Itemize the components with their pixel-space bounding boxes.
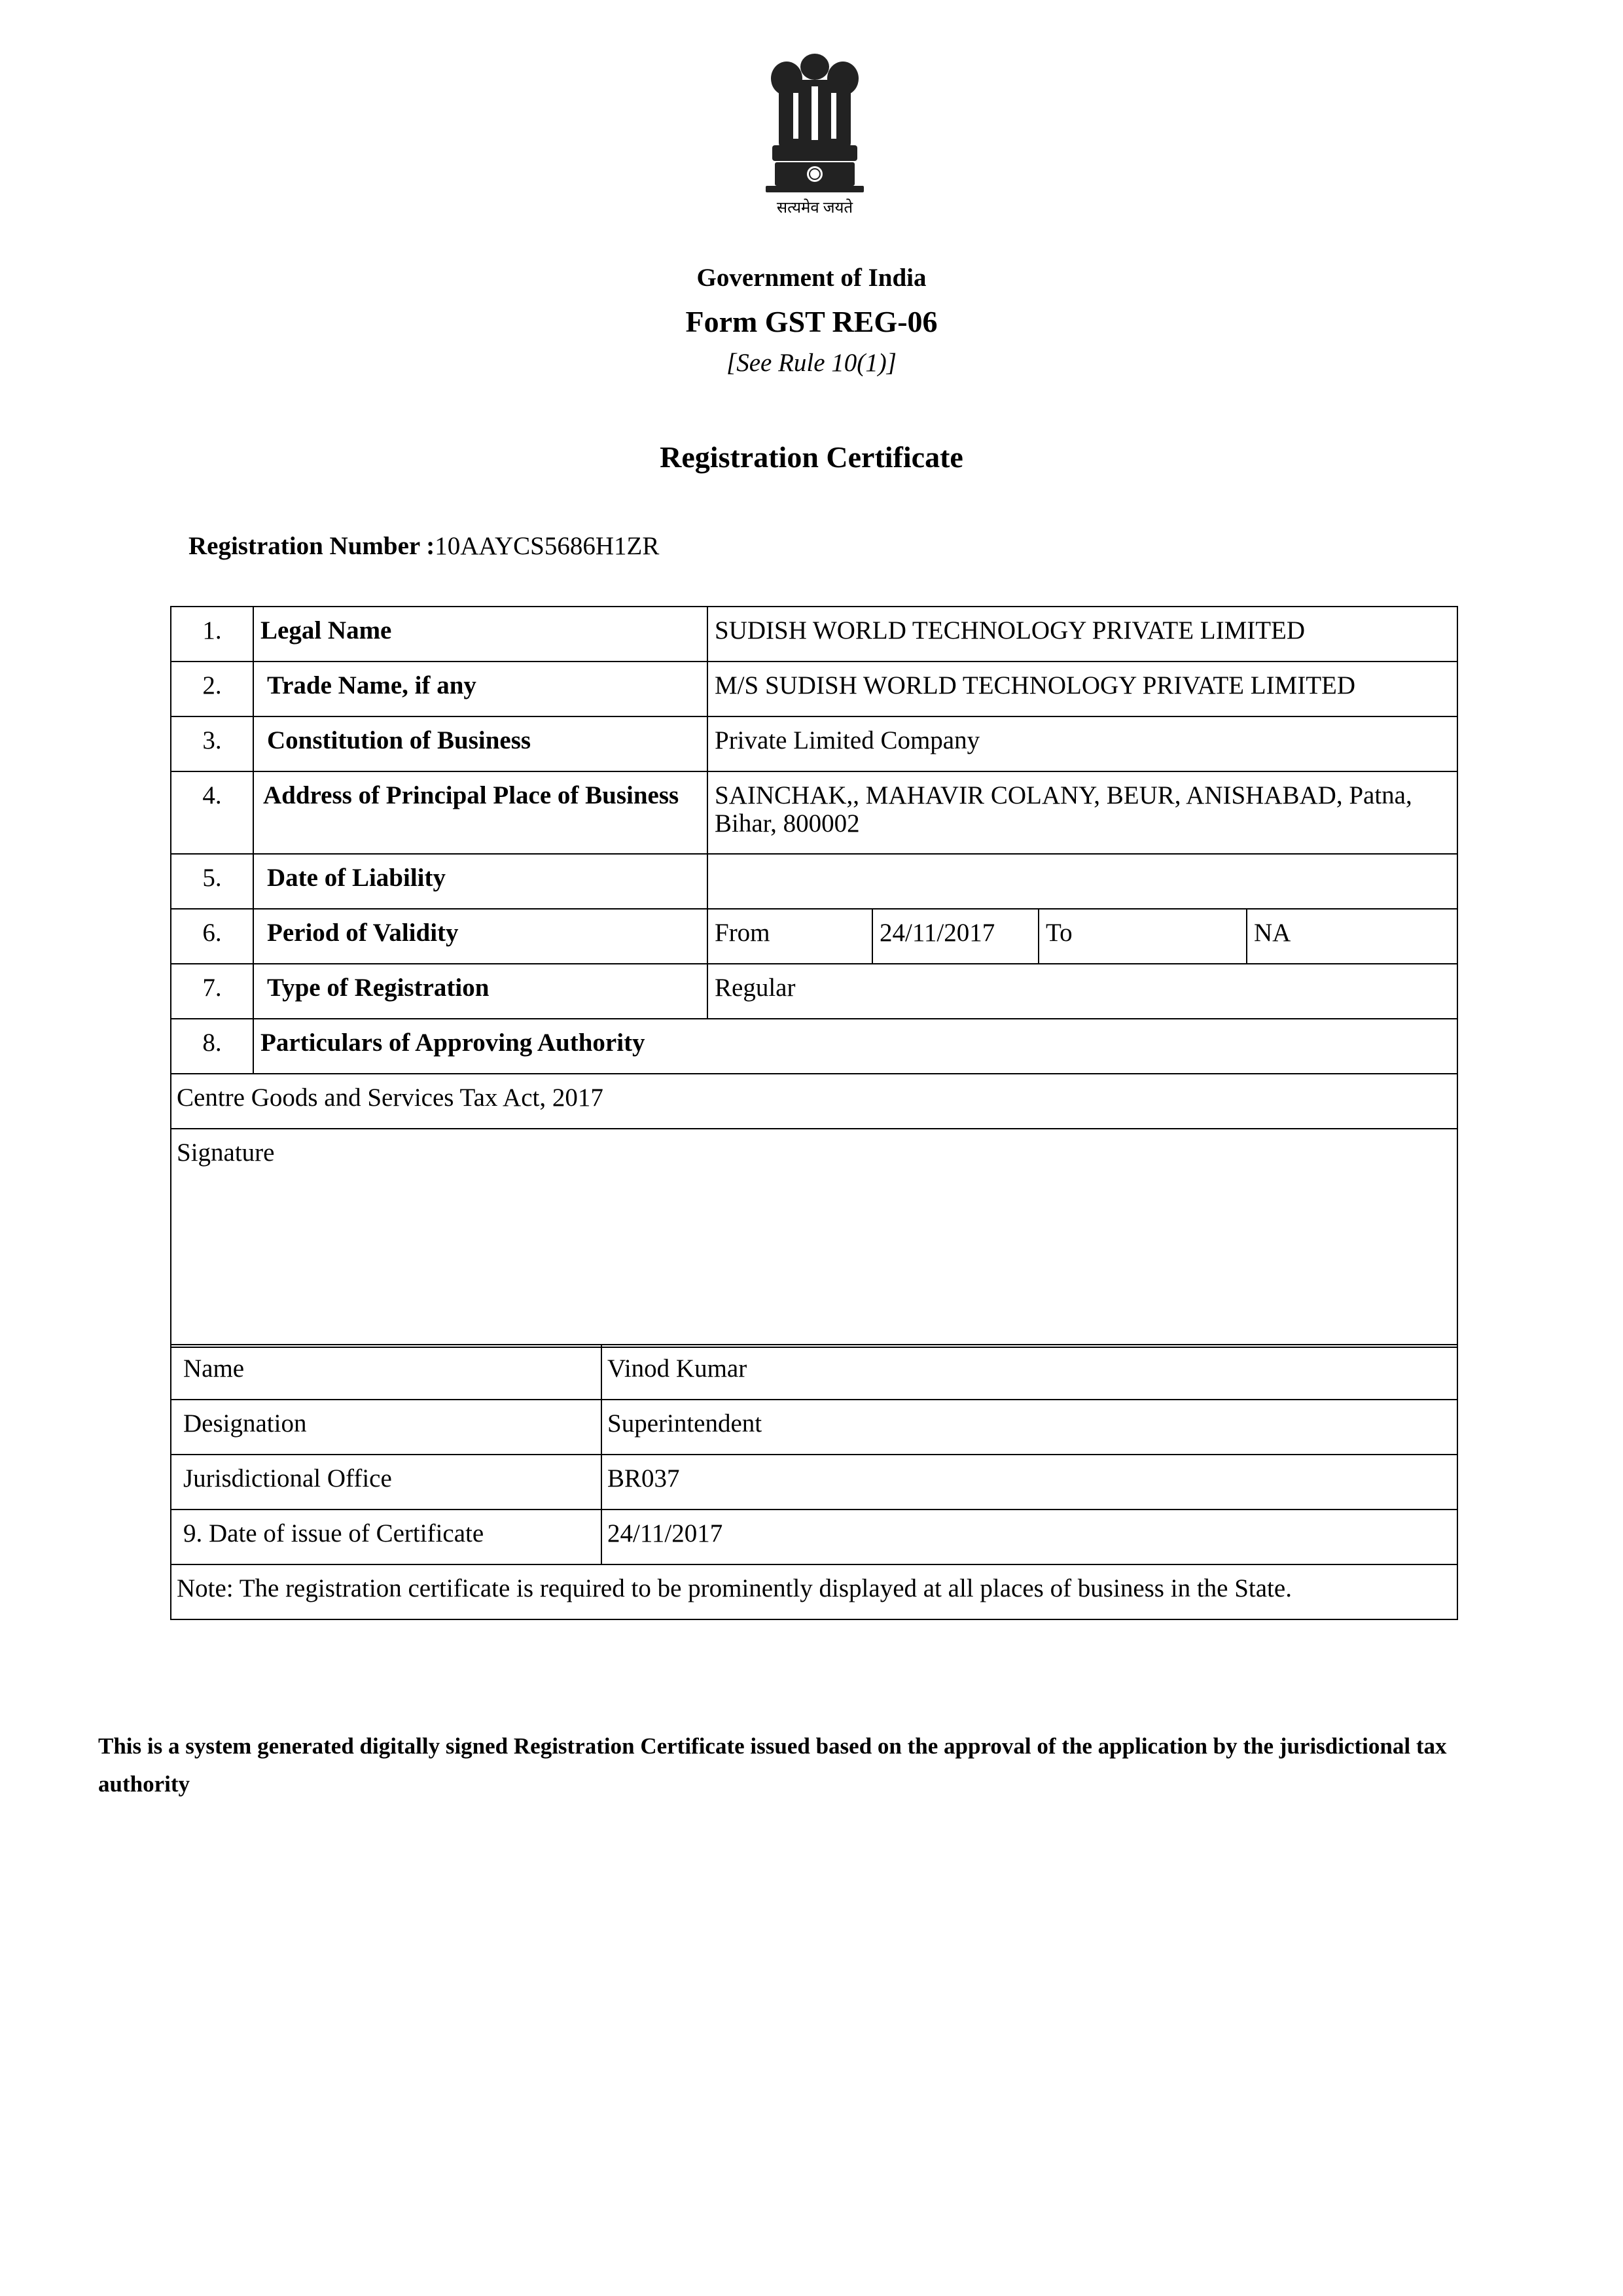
issue-date-label: 9. Date of issue of Certificate <box>171 1510 601 1564</box>
validity-to-value: NA <box>1247 909 1457 964</box>
registration-type-value: Regular <box>707 964 1457 1019</box>
validity-from-label: From <box>707 909 872 964</box>
table-row <box>171 1074 1457 1129</box>
table-row <box>171 964 1457 1019</box>
authority-name-value: Vinod Kumar <box>601 1345 1457 1400</box>
address-value: SAINCHAK,, MAHAVIR COLANY, BEUR, ANISHABAD, Patna, Bihar, 800002 <box>707 771 1457 854</box>
approving-authority-label: Particulars of Approving Authority <box>253 1019 1457 1074</box>
address-label: Address of Principal Place of Business <box>253 771 707 854</box>
row-number: 4. <box>171 771 253 854</box>
validity-label: Period of Validity <box>253 909 707 964</box>
designation-label: Designation <box>171 1400 601 1455</box>
row-number: 5. <box>171 854 253 909</box>
authority-table <box>170 1344 1458 1620</box>
registration-number-label: Registration Number : <box>188 532 435 560</box>
act-text: Centre Goods and Services Tax Act, 2017 <box>171 1074 1457 1129</box>
trade-name-label: Trade Name, if any <box>253 662 707 716</box>
designation-value: Superintendent <box>601 1400 1457 1455</box>
system-generated-note: This is a system generated digitally signed Registration Certificate issued based on the approval of the application by the jurisdictional tax authority <box>98 1733 1447 1797</box>
jurisdictional-office-label: Jurisdictional Office <box>171 1455 601 1510</box>
table-row <box>171 662 1457 716</box>
emblem-motto: सत्यमेव जयते <box>776 200 853 217</box>
table-row <box>171 1019 1457 1074</box>
registration-number <box>188 531 659 561</box>
authority-name-label: Name <box>171 1345 601 1400</box>
row-number: 2. <box>171 662 253 716</box>
table-row <box>171 854 1457 909</box>
liability-date-value <box>707 854 1457 909</box>
table-row <box>171 1455 1457 1510</box>
display-note: Note: The registration certificate is required to be prominently displayed at all places of business in the State. <box>171 1564 1457 1619</box>
constitution-label: Constitution of Business <box>253 716 707 771</box>
issue-date-value: 24/11/2017 <box>601 1510 1457 1564</box>
table-row <box>171 771 1457 854</box>
row-number: 8. <box>171 1019 253 1074</box>
validity-to-label: To <box>1039 909 1247 964</box>
row-number: 3. <box>171 716 253 771</box>
registration-number-value: 10AAYCS5686H1ZR <box>435 532 660 560</box>
form-title: Form GST REG-06 <box>685 305 938 338</box>
certificate-title: Registration Certificate <box>660 440 963 474</box>
table-row <box>171 607 1457 662</box>
table-row <box>171 716 1457 771</box>
row-number: 7. <box>171 964 253 1019</box>
liability-date-label: Date of Liability <box>253 854 707 909</box>
table-row <box>171 1564 1457 1619</box>
registration-type-label: Type of Registration <box>253 964 707 1019</box>
rule-reference: [See Rule 10(1)] <box>726 349 897 377</box>
table-row <box>171 1400 1457 1455</box>
validity-from-value: 24/11/2017 <box>872 909 1039 964</box>
table-row <box>171 1510 1457 1564</box>
signature-label: Signature <box>171 1129 1457 1347</box>
jurisdictional-office-value: BR037 <box>601 1455 1457 1510</box>
constitution-value: Private Limited Company <box>707 716 1457 771</box>
table-row <box>171 909 1457 964</box>
table-row <box>171 1345 1457 1400</box>
legal-name-value: SUDISH WORLD TECHNOLOGY PRIVATE LIMITED <box>707 607 1457 662</box>
government-heading: Government of India <box>696 264 927 292</box>
signature-row <box>171 1129 1457 1347</box>
details-table <box>170 606 1458 1348</box>
trade-name-value: M/S SUDISH WORLD TECHNOLOGY PRIVATE LIMITED <box>707 662 1457 716</box>
legal-name-label: Legal Name <box>253 607 707 662</box>
row-number: 1. <box>171 607 253 662</box>
row-number: 6. <box>171 909 253 964</box>
